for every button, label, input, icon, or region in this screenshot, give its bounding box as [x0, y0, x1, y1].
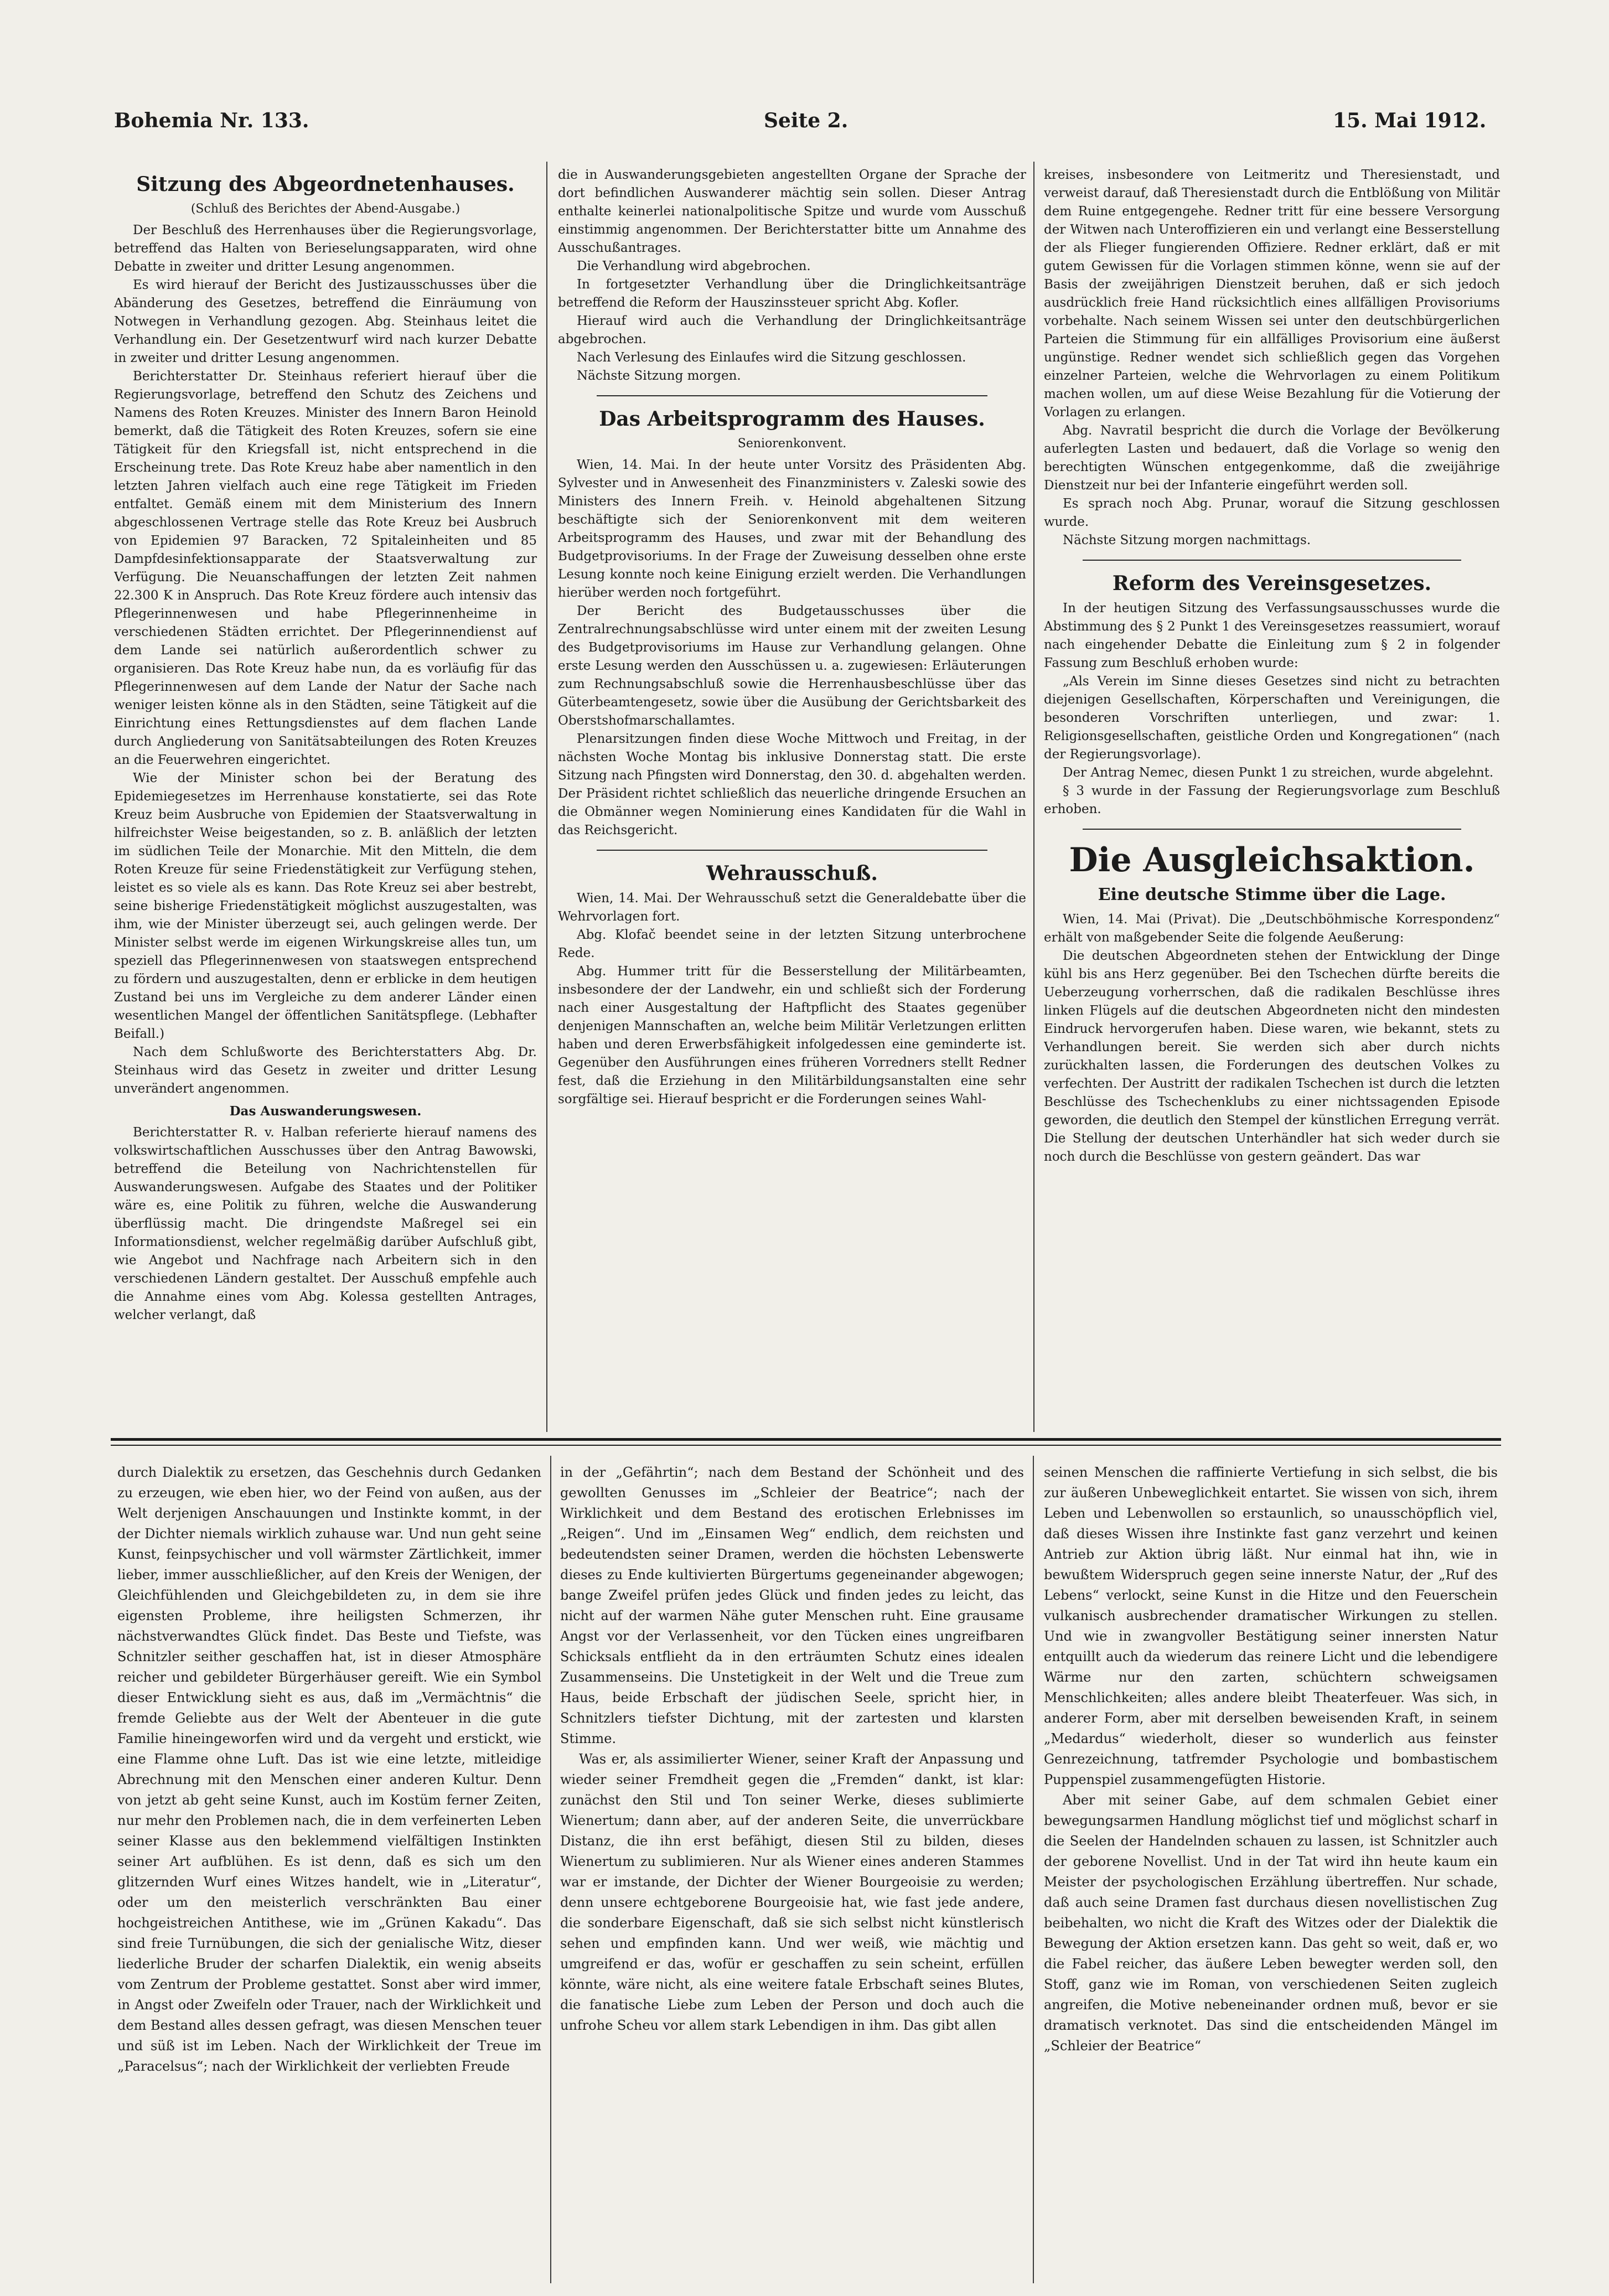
paragraph: kreises, insbesondere von Leitmeritz und Theresienstadt, und verweist darauf, daß Theresienstadt durch die Entblößung von Militär dem Ruine entgegengehe. Redner tritt für eine bessere Versorgung der Witwen nach Unteroffizieren ein und verlangt eine Besserstellung der als Flieger fungierenden Offiziere. Redner erklärt, daß er mit gutem Gewissen für die Vorlagen stimmen könne, wenn sie auf der Basis der zweijährigen Dienstzeit beruhen, daß er sich jedoch ausdrücklich freie Hand rücksichtlich eines allfälligen Provisoriums vorbehalte. Nach seinem Wissen sei unter den deutschbürgerlichen Parteien die Stimmung für ein allfälliges Provisorium eine äußerst ungünstige. Redner wendet sich schließlich gegen das Vorgehen einzelner Parteien, welche die Wehrvorlagen zu einem Politikum machen wollen, um auf diese Weise Bezahlung für die Votierung der Vorlagen zu erlangen.	[1044, 168, 1500, 420]
paragraph: Wien, 14. Mai. In der heute unter Vorsitz des Präsidenten Abg. Sylvester und in Anwesenheit des Finanzministers v. Zaleski sowie des Ministers des Innern Freih. v. Heinold abgehaltenen Sitzung beschäftigte sich der Seniorenkonvent mit dem weiteren Arbeitsprogramm des Hauses, und zwar mit der Behandlung des Budgetprovisoriums. In der Frage der Zuweisung desselben ohne erste Lesung konnte noch keine Einigung erzielt werden. Die Verhandlungen hierüber werden noch fortgeführt.	[558, 458, 1026, 600]
paragraph: in der „Gefährtin“; nach dem Bestand der Schönheit und des gewollten Genusses im „Schleier der Beatrice“; nach der Wirklichkeit und dem Bestand des erotischen Erlebnisses im „Reigen“. Und im „Einsamen Weg“ endlich, dem reichsten und bedeutendsten seiner Dramen, werden die höchsten Lebenswerte dieses zu Ende kultivierten Bürgertums gegeneinander abgewogen; bange Zweifel prüfen jedes Glück und finden jedes zu leicht, das nicht auf der warmen Nähe guter Menschen ruht. Eine grausame Angst vor der Verlassenheit, vor den Tücken eines ungreifbaren Schicksals entflieht da in den erträumten Schutz eines idealen Zusammenseins. Die Unstetigkeit in der Welt und die Treue zum Haus, beide Erbschaft der jüdischen Seele, spricht hier, in Schnitzlers tiefster Dichtung, mit der zartesten und klarsten Stimme.	[560, 1465, 1024, 1746]
feuilleton-column-1	[117, 1462, 541, 2282]
paragraph: Berichterstatter Dr. Steinhaus referiert hierauf über die Regierungsvorlage, betreffend den Schutz des Zeichens und Namens des Roten Kreuzes. Minister des Innern Baron Heinold bemerkt, daß die Tätigkeit des Roten Kreuzes, sofern sie eine Tätigkeit für den Kriegsfall ist, nicht entsprechend in die Erscheinung trete. Das Rote Kreuz habe aber namentlich in den letzten Jahren vielfach auch eine rege Tätigkeit im Frieden entfaltet. Gemäß einem mit dem Ministerium des Innern abgeschlossenen Vertrage stelle das Rote Kreuz bei Ausbruch von Epidemien 97 Baracken, 72 Spitaleinheiten und 85 Dampfdesinfektionsapparate der Staatsverwaltung zur Verfügung. Die Neuanschaffungen der letzten Zeit nahmen 22.300 K in Anspruch. Das Rote Kreuz fördere auch intensiv das Pflegerinnenwesen und habe Pflegerinnenheime in verschiedenen Städten errichtet. Der Pflegerinnendienst auf dem Lande sei natürlich außerordentlich schwer zu organisieren. Das Rote Kreuz habe nun, da es vorläufig für das Pflegerinnenwesen auf dem Lande der Natur der Sache nach weniger leisten könne als in den Städten, seine Tätigkeit auf die Einrichtung eines Rettungsdienstes auf dem flachen Lande durch Angliederung von Sanitätsabteilungen des Roten Kreuzes an die Feuerwehren eingerichtet.	[114, 369, 537, 767]
article-headline: Die Ausgleichsaktion.	[1069, 841, 1475, 880]
article-title: Das Arbeitsprogramm des Hauses.	[599, 407, 985, 431]
paragraph: Was er, als assimilierter Wiener, seiner Kraft der Anpassung und wieder seiner Fremdheit gegen die „Fremden“ dankt, ist klar: zunächst den Stil und Ton seiner Werke, dieses sublimierte Wienertum; dann aber, auf der anderen Seite, die unverrückbare Distanz, die ihn erst befähigt, diesen Stil zu bilden, dieses Wienertum zu sublimieren. Nur als Wiener eines anderen Stammes war er imstande, der Dichter der Wiener Bourgeoisie zu werden; denn unsere echtgeborene Bourgeoisie hat, wie fast jede andere, die sonderbare Eigenschaft, daß sie sich selbst nicht künstlerisch sehen und empfinden kann. Und wer weiß, wie mächtig und umgreifend er das, wofür er geschaffen zu sein scheint, erfüllen könnte, wäre nicht, als eine weitere fatale Erbschaft seines Blutes, die fanatische Liebe zum Leben der Person und doch auch die unfrohe Scheu vor allem stark Lebendigen in ihm. Das gibt allen	[560, 1751, 1024, 2033]
paragraph: seinen Menschen die raffinierte Vertiefung in sich selbst, die bis zur äußeren Unbeweglichkeit entartet. Sie wissen von sich, ihrem Leben und Lebenwollen so erstaunlich, so unausschöpflich viel, daß dieses Wissen ihre Instinkte fast ganz verzehrt und keinen Antrieb zur Aktion übrig läßt. Nur einmal hat ihn, wie in bewußtem Widerspruch gegen seine innerste Natur, der „Ruf des Lebens“ verlockt, seine Kunst in die Hitze und den Feuerschein vulkanisch ausbrechender dramatischer Wirkungen zu stellen. Und wie in zwangvoller Bestätigung seiner innersten Natur entquillt auch da wiederum das reinere Licht und die lebendigere Wärme nur den zarten, schüchtern schweigsamen Menschlichkeiten; alles andere bleibt Theaterfeuer. Was sich, in anderer Form, aber mit derselben beweisenden Kraft, in seinem „Medardus“ wiederholt, dieser so wunderlich aus feinster Genrezeichnung, tatfremder Psychologie und bombastischem Puppenspiel zusammengefügten Historie.	[1044, 1465, 1498, 1787]
newspaper-name: Bohemia Nr. 133.	[114, 109, 309, 132]
column-rule	[550, 1456, 551, 2283]
paragraph: Wien, 14. Mai (Privat). Die „Deutschböhmische Korrespondenz“ erhält von maßgebender Seite die folgende Aeußerung:	[1044, 912, 1500, 945]
section-divider	[1083, 829, 1461, 830]
paragraph: Plenarsitzungen finden diese Woche Mittwoch und Freitag, in der nächsten Woche Montag bis inklusive Donnerstag statt. Die erste Sitzung nach Pfingsten wird Donnerstag, den 30. d. abgehalten werden. Der Präsident richtet schließlich das neuerliche dringende Ersuchen an die Obmänner wegen Nominierung eines Kandidaten für die Wahl in das Reichsgericht.	[558, 732, 1026, 837]
article-title: Wehrausschuß.	[706, 862, 878, 885]
article-subtitle: Eine deutsche Stimme über die Lage.	[1098, 885, 1446, 904]
paragraph: Die deutschen Abgeordneten stehen der Entwicklung der Dinge kühl bis ans Herz gegenüber. Bei den Tschechen dürfte bereits die Ueberzeugung vorherrschen, daß die radikalen Beschlüsse ihres linken Flügels auf die deutschen Abgeordneten nicht den mindesten Eindruck hervorgerufen haben. Diese waren, wie bekannt, stets zu Verhandlungen bereit. Sie werden sich aber durch nichts zurückhalten lassen, die Forderungen des deutschen Volkes zu verfechten. Der Austritt der radikalen Tschechen ist durch die letzten Beschlüsse des Tschechenklubs zu einer nichtssagenden Episode geworden, die deutlich den Stempel der künstlichen Erregung verrät. Die Stellung der deutschen Unterhändler hat sich weder durch sie noch durch die Beschlüsse von gestern geändert. Das war	[1044, 949, 1500, 1164]
paragraph: Nächste Sitzung morgen nachmittags.	[1063, 533, 1311, 547]
column-2	[558, 166, 1026, 1428]
paragraph: In fortgesetzter Verhandlung über die Dringlichkeitsanträge betreffend die Reform der Hauszinssteuer spricht Abg. Kofler.	[558, 277, 1026, 310]
section-divider	[1083, 560, 1461, 561]
issue-date: 15. Mai 1912.	[1333, 109, 1487, 132]
paragraph: Es wird hierauf der Bericht des Justizausschusses über die Abänderung des Gesetzes, betreffend die Einräumung von Notwegen in Verhandlung gezogen. Abg. Steinhaus leitet die Verhandlung ein. Der Gesetzentwurf wird nach kurzer Debatte in zweiter und dritter Lesung angenommen.	[114, 278, 537, 365]
paragraph: Der Antrag Nemec, diesen Punkt 1 zu streichen, wurde abgelehnt.	[1063, 766, 1494, 780]
paragraph: Es sprach noch Abg. Prunar, worauf die Sitzung geschlossen wurde.	[1044, 497, 1500, 529]
section-divider	[597, 395, 987, 396]
feuilleton-divider	[111, 1438, 1501, 1441]
section-subhead: Das Auswanderungswesen.	[229, 1104, 422, 1119]
feuilleton-column-2	[560, 1462, 1024, 2282]
paragraph: Berichterstatter R. v. Halban referierte hierauf namens des volkswirtschaftlichen Ausschusses über den Antrag Bawowski, betreffend die Beteilung von Nachrichtenstellen für Auswanderungswesen. Aufgabe des Staates und der Politiker wäre es, eine Politik zu führen, welche die Auswanderung überflüssig macht. Die dringendste Maßregel sei ein Informationsdienst, welcher regelmäßig darüber Aufschluß gibt, wie Angebot und Nachfrage nach Arbeitern sich in den verschiedenen Ländern gestaltet. Der Ausschuß empfehle auch die Annahme eines vom Abg. Kolessa gestellten Antrages, welcher verlangt, daß	[114, 1125, 537, 1322]
article-title: Sitzung des Abgeordnetenhauses.	[136, 173, 515, 196]
paragraph: Die Verhandlung wird abgebrochen.	[577, 259, 811, 273]
paragraph: Nächste Sitzung morgen.	[577, 369, 741, 383]
paragraph: Abg. Klofač beendet seine in der letzten Sitzung unterbrochene Rede.	[558, 928, 1026, 960]
feuilleton-column-3	[1044, 1462, 1498, 2282]
paragraph: Aber mit seiner Gabe, auf dem schmalen Gebiet einer bewegungsarmen Handlung möglichst tief und möglichst scharf in die Seelen der Handelnden schauen zu lassen, ist Schnitzler auch der geborene Novellist. Und in der Tat wird ihn heute kaum ein Meister der psychologischen Erzählung übertreffen. Nur schade, daß auch seine Dramen fast durchaus diesen novellistischen Zug beibehalten, wo nicht die Kraft des Witzes oder der Dialektik die Bewegung der Aktion ersetzen kann. Das geht so weit, daß er, wo die Fabel reicher, das äußere Leben bewegter werden soll, den Stoff, ganz wie im Roman, von verschiedenen Seiten zugleich angreifen, die Motive nebeneinander ordnen muß, bevor er sie dramatisch verknotet. Das sind die entscheidenden Mängel im „Schleier der Beatrice“	[1044, 1792, 1498, 2054]
paragraph: Nach Verlesung des Einlaufes wird die Sitzung geschlossen.	[577, 350, 966, 365]
section-divider	[597, 850, 987, 851]
paragraph: Nach dem Schlußworte des Berichterstatters Abg. Dr. Steinhaus wird das Gesetz in zweiter und dritter Lesung unverändert angenommen.	[114, 1045, 537, 1096]
paragraph: die in Auswanderungsgebieten angestellten Organe der Sprache der dort befindlichen Auswanderer mächtig sein sollen. Dieser Antrag enthalte keinerlei nationalpolitische Spitze und wurde vom Ausschuß einstimmig angenommen. Der Berichterstatter bitte um Annahme des Ausschußantrages.	[558, 168, 1026, 255]
page-number: Seite 2.	[764, 109, 849, 132]
paragraph: Der Beschluß des Herrenhauses über die Regierungsvorlage, betreffend das Halten von Berieselungsapparaten, wird ohne Debatte in zweiter und dritter Lesung angenommen.	[114, 223, 537, 274]
paragraph: durch Dialektik zu ersetzen, das Geschehnis durch Gedanken zu erzeugen, wie eben hier, wo der Feind von außen, aus der Welt derjenigen Anschauungen und Instinkte kommt, in der der Dichter niemals wirklich zuhause war. Und nun geht seine Kunst, feinpsychischer und voll wärmster Zärtlichkeit, immer lieber, immer ausschließlicher, auf den Kreis der Wenigen, der Gleichfühlenden und Gleichgebildeten zu, in dem sie ihre eigensten Probleme, ihre heiligsten Schmerzen, ihr nächstverwandtes Glück findet. Das Beste und Tiefste, was Schnitzler seither geschaffen hat, ist in dieser Atmosphäre reicher und gebildeter Bürgerhäuser gereift. Wie ein Symbol dieser Entwicklung sieht es aus, daß im „Vermächtnis“ die fremde Geliebte aus der Welt der Abenteuer in die gute Familie hineingeworfen wird und da vergeht und erstickt, wie eine Flamme ohne Luft. Das ist wie eine letzte, mitleidige Abrechnung mit den Menschen einer anderen Kultur. Denn von jetzt ab geht seine Kunst, auch im Kostüm ferner Zeiten, nur mehr den Problemen nach, die in dem verfeinerten Leben seiner Klasse aus den beklemmend vielfältigen Instinkten seiner Art aufblühen. Es ist denn, daß es sich um den glitzernden Wurf eines Witzes handelt, wie in „Literatur“, oder um den meisterlich verschränkten Bau einer hochgeistreichen Antithese, wie im „Grünen Kakadu“. Das sind freie Turnübungen, die sich der genialische Witz, dieser liederliche Bruder der scharfen Dialektik, ein wenig abseits vom Zentrum der Probleme gestattet. Sonst aber wird immer, in Angst oder Zweifeln oder Trauer, nach der Wirklichkeit und dem Bestand alles dessen gefragt, was diesen Menschen teuer und süß ist im Leben. Nach der Wirklichkeit der Treue im „Paracelsus“; nach der Wirklichkeit der verliebten Freude	[117, 1465, 541, 2074]
paragraph: § 3 wurde in der Fassung der Regierungsvorlage zum Beschluß erhoben.	[1044, 784, 1500, 816]
feuilleton-divider-thin	[111, 1445, 1501, 1446]
paragraph: Abg. Navratil bespricht die durch die Vorlage der Bevölkerung auferlegten Lasten und bedauert, daß die Vorlage so wenig den berechtigten Wünschen entgegenkomme, daß die zweijährige Dienstzeit nur bei der Infanterie eingeführt werden soll.	[1044, 423, 1500, 493]
article-title: Reform des Vereinsgesetzes.	[1112, 572, 1432, 595]
column-rule	[1033, 1456, 1034, 2283]
article-note: Seniorenkonvent.	[737, 437, 847, 451]
column-rule	[546, 162, 547, 1432]
paragraph: Wie der Minister schon bei der Beratung des Epidemiegesetzes im Herrenhause konstatierte, sei das Rote Kreuz beim Ausbruche von Epidemien der Staatsverwaltung in hilfreichster Weise beigestanden, so z. B. anläßlich der letzten im südlichen Teile der Monarchie. Mit den Mitteln, die dem Roten Kreuze für seine Friedenstätigkeit zur Verfügung stehen, leistet es so viele als es kann. Das Rote Kreuz sei aber bestrebt, seine bisherige Friedenstätigkeit möglichst auszugestalten, was ihm, wie der Minister überzeugt sei, auch gelingen werde. Der Minister selbst werde im eigenen Wirkungskreise alles tun, um speziell das Pflegerinnenwesen von staatswegen entsprechend zu fördern und auszugestalten, denn er erblicke in dem heutigen Zustand bei uns im Vergleiche zu dem anderer Länder einen wesentlichen Mangel der öffentlichen Sanitätspflege. (Lebhafter Beifall.)	[114, 771, 537, 1041]
paragraph: „Als Verein im Sinne dieses Gesetzes sind nicht zu betrachten diejenigen Gesellschaften, Körperschaften und Vereinigungen, die besonderen Vorschriften unterliegen, und zwar: 1. Religionsgesellschaften, geistliche Orden und Kongregationen“ (nach der Regierungsvorlage).	[1044, 674, 1500, 762]
paragraph: In der heutigen Sitzung des Verfassungsausschusses wurde die Abstimmung des § 2 Punkt 1 des Vereinsgesetzes reassumiert, worauf nach eingehender Debatte die Einleitung zum § 2 in folgender Fassung zum Beschluß erhoben wurde:	[1044, 601, 1500, 670]
paragraph: Der Bericht des Budgetausschusses über die Zentralrechnungsabschlüsse wird unter einem mit der zweiten Lesung des Budgetprovisoriums im Hause zur Verhandlung gelangen. Ohne erste Lesung werden den Ausschüssen u. a. zugewiesen: Erläuterungen zum Rechnungsabschluß sowie die Herrenhausbeschlüsse über das Güterbeamtengesetz, sowie über die Ausübung der Gerichtsbarkeit des Oberstshofmarschallamtes.	[558, 604, 1026, 728]
column-3	[1044, 166, 1500, 1428]
article-note: (Schluß des Berichtes der Abend-Ausgabe.)	[190, 202, 461, 216]
paragraph: Hierauf wird auch die Verhandlung der Dringlichkeitsanträge abgebrochen.	[558, 314, 1026, 347]
paragraph: Wien, 14. Mai. Der Wehrausschuß setzt die Generaldebatte über die Wehrvorlagen fort.	[558, 891, 1026, 924]
column-rule	[1033, 162, 1034, 1432]
paragraph: Abg. Hummer tritt für die Besserstellung der Militärbeamten, insbesondere der der Landwehr, ein und schließt sich der Forderung nach einer Ausgestaltung der Haftpflicht des Staates gegenüber denjenigen Mannschaften an, welche beim Militär Verletzungen erlitten haben und deren Erwerbsfähigkeit infolgedessen eine geminderte ist. Gegenüber den Ausführungen eines früheren Vorredners stellt Redner fest, daß die Erziehung in den Militärbildungsanstalten eine sehr sorgfältige sei. Hierauf bespricht er die Forderungen seines Wahl-	[558, 964, 1026, 1106]
column-1	[114, 166, 537, 1428]
